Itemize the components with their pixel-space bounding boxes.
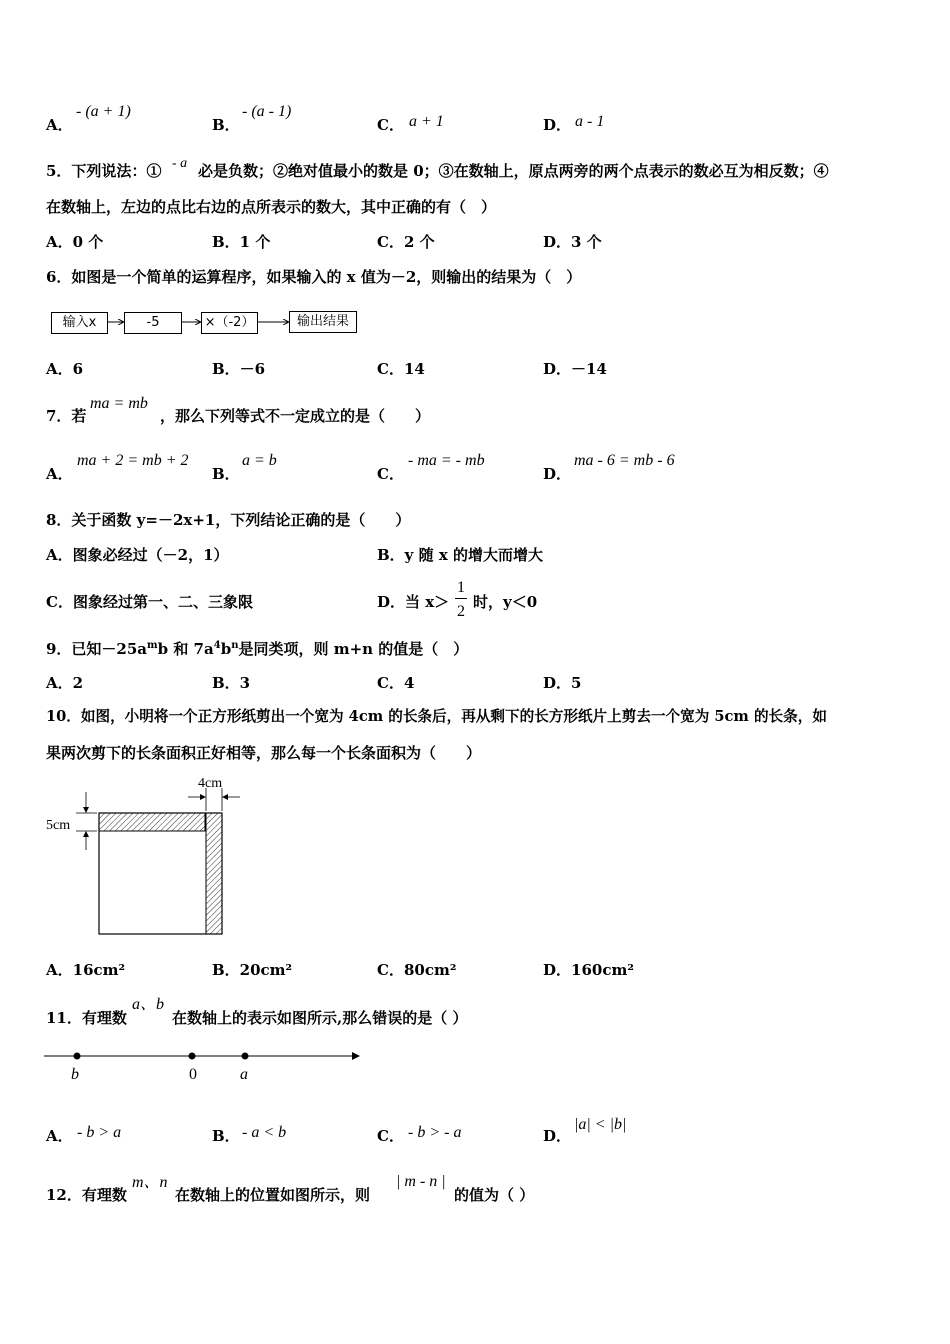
- question-stem: 6．如图是一个简单的运算程序，如果输入的 x 值为－2，则输出的结果为（ ）: [46, 268, 582, 286]
- question-stem: 在数轴上，左边的点比右边的点所表示的数大，其中正确的有（ ）: [46, 198, 497, 216]
- strip-5cm: [99, 813, 205, 831]
- option: D．160cm²: [543, 961, 634, 979]
- question-stem: 12．有理数: [46, 1186, 127, 1204]
- option: A．16cm²: [46, 961, 126, 979]
- option: D．3 个: [543, 233, 602, 251]
- option-label: C．: [377, 116, 404, 134]
- math-expr: a + 1: [409, 113, 444, 130]
- option: B．－6: [212, 360, 266, 378]
- flow-box-minus5: -5: [124, 312, 182, 334]
- option-label: D．: [543, 465, 572, 483]
- question-stem: 果两次剪下的长条面积正好相等，那么每一个长条面积为（ ）: [46, 744, 482, 762]
- question-stem: 11．有理数: [46, 1009, 127, 1027]
- flow-box-input: 输入x: [51, 312, 108, 334]
- option-label: C．: [377, 465, 404, 483]
- point-b: [74, 1053, 81, 1060]
- question-stem: 7．若: [46, 407, 87, 425]
- option: B．y 随 x 的增大而增大: [377, 546, 544, 564]
- paper-strip-figure: [40, 770, 260, 945]
- math-expr: ma + 2 = mb + 2: [77, 452, 189, 469]
- option: C．2 个: [377, 233, 435, 251]
- option-label: D．: [543, 1127, 572, 1145]
- question-stem: 9．已知$-25a^mb$ 和 $7a^4b^n$是同类项，则 m+n 的值是（ ）: [46, 640, 469, 658]
- math-expr: - a < b: [242, 1124, 287, 1141]
- axis-label-zero: 0: [189, 1066, 197, 1083]
- math-expr: ma - 6 = mb - 6: [574, 452, 675, 469]
- option-label: B．: [212, 1127, 240, 1145]
- dimension-label-5cm: 5cm: [46, 818, 71, 833]
- strip-4cm: [206, 813, 222, 934]
- option: A．图象必经过（－2，1）: [46, 546, 229, 564]
- option: C．14: [377, 360, 425, 378]
- option: D．－14: [543, 360, 607, 378]
- math-expr: a、b: [132, 996, 165, 1013]
- math-expr: - b > a: [77, 1124, 122, 1141]
- question-stem: ，那么下列等式不一定成立的是（ ）: [160, 407, 431, 425]
- option: A．6: [46, 360, 84, 378]
- option: A．0 个: [46, 233, 104, 251]
- option: B．3: [212, 674, 251, 692]
- option-label: B．: [212, 465, 240, 483]
- option-label: A．: [46, 1127, 73, 1145]
- math-expr: a = b: [242, 452, 277, 469]
- question-stem: 8．关于函数 y=－2x+1，下列结论正确的是（ ）: [46, 511, 411, 529]
- question-stem: 5．下列说法：①: [46, 162, 162, 180]
- math-expr: - (a - 1): [242, 103, 292, 120]
- flow-box-times: ×（-2）: [201, 312, 258, 334]
- point-origin: [189, 1053, 196, 1060]
- math-expr: - (a + 1): [76, 103, 131, 120]
- option: 时，y＜0: [473, 593, 538, 611]
- number-line: [40, 1045, 370, 1075]
- math-expr: ma = mb: [90, 395, 148, 412]
- axis-arrow: [352, 1052, 360, 1060]
- flow-arrows: [0, 0, 950, 360]
- question-stem: 必是负数；②绝对值最小的数是 0；③在数轴上，原点两旁的两个点表示的数必互为相反数；④: [198, 162, 829, 180]
- fraction-bar: [455, 598, 467, 599]
- option: A．2: [46, 674, 84, 692]
- option-label: C．: [377, 1127, 404, 1145]
- math-expr: | m - n |: [396, 1173, 446, 1190]
- math-expr: - a: [172, 156, 188, 171]
- question-stem: 10．如图，小明将一个正方形纸剪出一个宽为 4cm 的长条后，再从剩下的长方形纸片上剪去一个宽为 5cm 的长条，如: [46, 708, 827, 725]
- axis-label-a: a: [240, 1066, 248, 1083]
- math-expr: m、n: [132, 1174, 168, 1191]
- option-label: D．: [543, 116, 572, 134]
- option: B．20cm²: [212, 961, 293, 979]
- flow-box-output: 输出结果: [289, 311, 357, 333]
- option-label: B．: [212, 116, 240, 134]
- question-stem: 在数轴上的表示如图所示,那么错误的是（ ）: [172, 1009, 468, 1027]
- option: D．当 x＞: [377, 593, 450, 611]
- point-a: [242, 1053, 249, 1060]
- option: C．4: [377, 674, 415, 692]
- question-stem: 在数轴上的位置如图所示，则: [175, 1186, 371, 1204]
- math-expr: - b > - a: [408, 1124, 462, 1141]
- math-expr: - ma = - mb: [408, 452, 485, 469]
- fraction-denominator: 2: [457, 603, 465, 620]
- math-expr: a - 1: [575, 113, 605, 130]
- math-expr: |a| < |b|: [574, 1116, 627, 1133]
- fraction-numerator: 1: [457, 579, 465, 596]
- option: C．图象经过第一、二、三象限: [46, 593, 253, 611]
- axis-label-b: b: [71, 1066, 79, 1083]
- option: D．5: [543, 674, 582, 692]
- question-stem: 的值为（ ）: [454, 1186, 535, 1204]
- option: B．1 个: [212, 233, 271, 251]
- option-label: A．: [46, 465, 73, 483]
- option-label: A．: [46, 116, 73, 134]
- dimension-label-4cm: 4cm: [198, 776, 223, 791]
- option: C．80cm²: [377, 961, 457, 979]
